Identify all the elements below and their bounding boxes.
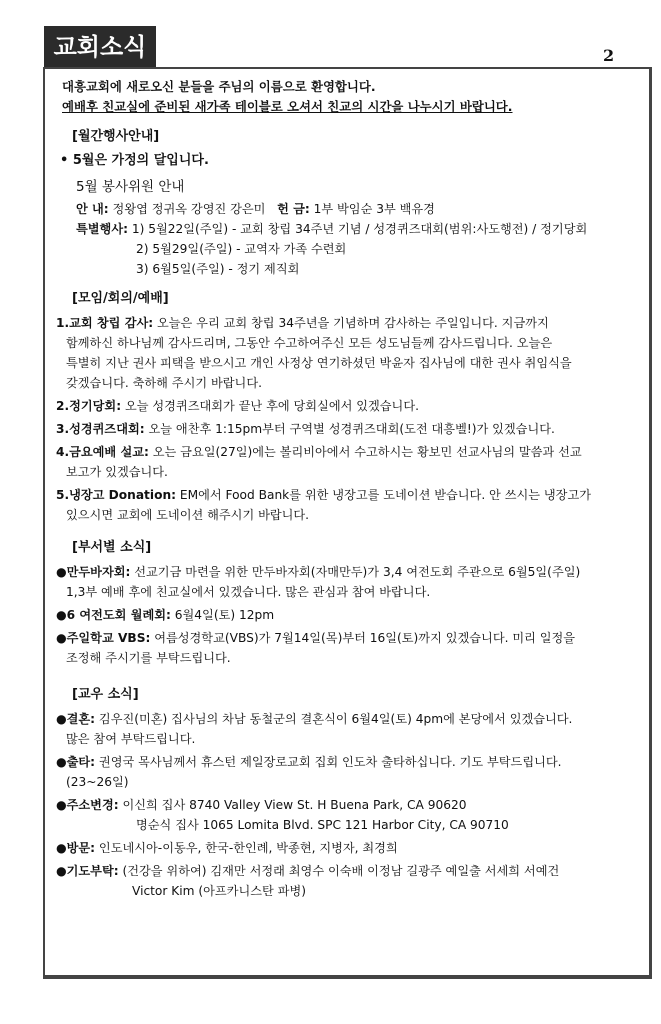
item-label: 4.금요예배 설교: xyxy=(56,445,149,459)
prayer-request-second: Victor Kim (아프카니스탄 파병) xyxy=(132,884,306,898)
item-label: ●6 여전도회 월례회: xyxy=(56,608,171,622)
fellowship-line: 예배후 친교실에 준비된 새가족 테이블로 오셔서 친교의 시간을 나누시기 바랍니다. xyxy=(62,99,513,114)
item-text: 이신희 집사 8740 Valley View St. H Buena Park, CA 90620 xyxy=(118,798,467,812)
item-text: 선교기금 마련을 위한 만두바자회(자매만두)가 3,4 여전도회 주관으로 6월5일(주일) xyxy=(130,565,581,579)
item-text: 오는 금요일(27일)에는 볼리비아에서 수고하시는 황보민 선교사님의 말씀과 선교 xyxy=(148,445,582,459)
list-item xyxy=(56,485,650,525)
list-item xyxy=(56,795,650,835)
list-item xyxy=(56,628,650,668)
item-label: ●결혼: xyxy=(56,712,96,726)
special-event-1: 1) 5월22일(주일) - 교회 창립 34주년 기념 / 성경퀴즈대회(범위:사도행전) / 정기당회 xyxy=(127,222,588,236)
item-continuation: 많은 참여 부탁드립니다. xyxy=(66,732,196,746)
page-title-tab: 교회소식 xyxy=(44,26,156,68)
item-text: 인도네시아-이동우, 한국-한인례, 박종현, 지병자, 최경희 xyxy=(95,841,398,855)
page-number: 2 xyxy=(603,46,615,65)
meetings-heading: [모임/회의/예배] xyxy=(72,291,169,306)
welcome-line: 대흥교회에 새로오신 분들을 주님의 이름으로 환영합니다. xyxy=(62,79,376,94)
item-continuation: 있으시면 교회에 도네이션 해주시기 바랍니다. xyxy=(66,508,310,522)
item-text: 오늘은 우리 교회 창립 34주년을 기념하며 감사하는 주일입니다. 지금까지 xyxy=(153,316,549,330)
list-item xyxy=(56,605,650,625)
item-text: (건강을 위하여) 김재만 서정래 최영수 이숙배 이정남 길광주 예일출 서세희 서예건 xyxy=(118,864,560,878)
list-item xyxy=(56,442,650,482)
usher-value: 정왕엽 정귀옥 강영진 강은미 xyxy=(108,202,266,216)
item-text: 여름성경학교(VBS)가 7월14일(목)부터 16일(토)까지 있겠습니다. 미리 일정을 xyxy=(150,631,576,645)
monthly-events-heading: [월간행사안내] xyxy=(72,129,160,144)
special-label: 특별행사: xyxy=(76,222,128,236)
offering-value: 1부 박임순 3부 백유경 xyxy=(309,202,435,216)
list-item xyxy=(56,562,650,602)
item-text: 권영국 목사님께서 휴스턴 제일장로교회 집회 인도차 출타하십니다. 기도 부탁드립니다. xyxy=(95,755,562,769)
item-text: 김우진(미혼) 집사님의 차남 동철군의 결혼식이 6월4일(토) 4pm에 본당에서 있겠습니다. xyxy=(95,712,573,726)
item-text: 6월4일(토) 12pm xyxy=(170,608,275,622)
item-label: ●기도부탁: xyxy=(56,864,119,878)
welcome-intro xyxy=(54,77,650,117)
list-item xyxy=(56,709,650,749)
item-label: ●주일학교 VBS: xyxy=(56,631,151,645)
item-continuation: 1,3부 예배 후에 친교실에서 있겠습니다. 많은 관심과 참여 바랍니다. xyxy=(66,585,431,599)
list-item xyxy=(56,838,650,858)
item-label: ●방문: xyxy=(56,841,96,855)
usher-offering-row xyxy=(76,199,650,219)
family-month-notice: • 5월은 가정의 달입니다. xyxy=(60,153,209,168)
item-continuation: 함께하신 하나님께 감사드리며, 그동안 수고하여주신 모든 성도님들께 감사드립니다. 오늘은 xyxy=(66,336,553,350)
list-item xyxy=(56,313,650,393)
volunteer-title: 5월 봉사위원 안내 xyxy=(76,179,185,195)
item-continuation: 조정해 주시기를 부탁드립니다. xyxy=(66,651,231,665)
special-event-2: 2) 5월29일(주일) - 교역자 가족 수련회 xyxy=(136,242,347,256)
special-events-row xyxy=(76,219,650,239)
list-item xyxy=(56,396,650,416)
members-list xyxy=(54,709,650,901)
item-label: ●만두바자회: xyxy=(56,565,131,579)
list-item xyxy=(56,752,650,792)
item-label: 3.성경퀴즈대회: xyxy=(56,422,145,436)
list-item xyxy=(56,419,650,439)
list-item xyxy=(56,861,650,901)
item-continuation: 갖겠습니다. 축하해 주시기 바랍니다. xyxy=(66,376,262,390)
bulletin-content xyxy=(54,77,650,904)
item-continuation: 특별히 지난 권사 피택을 받으시고 개인 사정상 연기하셨던 박윤자 집사님에 대한 권사 취임식을 xyxy=(66,356,572,370)
item-continuation: (23~26일) xyxy=(66,775,129,789)
item-text: EM에서 Food Bank를 위한 냉장고를 도네이션 받습니다. 안 쓰시는 냉장고가 xyxy=(176,488,591,502)
members-heading: [교우 소식] xyxy=(72,687,139,702)
departments-heading: [부서별 소식] xyxy=(72,540,152,555)
meetings-list xyxy=(54,313,650,525)
item-label: ●주소변경: xyxy=(56,798,119,812)
item-label: 1.교회 창립 감사: xyxy=(56,316,154,330)
item-label: 2.정기당회: xyxy=(56,399,122,413)
item-text: 오늘 애찬후 1:15pm부터 구역별 성경퀴즈대회(도전 대흥벨!)가 있겠습니다. xyxy=(144,422,555,436)
item-text: 오늘 성경퀴즈대회가 끝난 후에 당회실에서 있겠습니다. xyxy=(121,399,419,413)
departments-list xyxy=(54,562,650,668)
item-continuation: 보고가 있겠습니다. xyxy=(66,465,168,479)
item-label: ●출타: xyxy=(56,755,96,769)
usher-label: 안 내: xyxy=(76,202,109,216)
item-label: 5.냉장고 Donation: xyxy=(56,488,176,502)
offering-label: 헌 금: xyxy=(277,202,310,216)
address-change-second: 명순식 집사 1065 Lomita Blvd. SPC 121 Harbor City, CA 90710 xyxy=(136,818,509,832)
special-event-3: 3) 6월5일(주일) - 정기 제직회 xyxy=(136,262,300,276)
